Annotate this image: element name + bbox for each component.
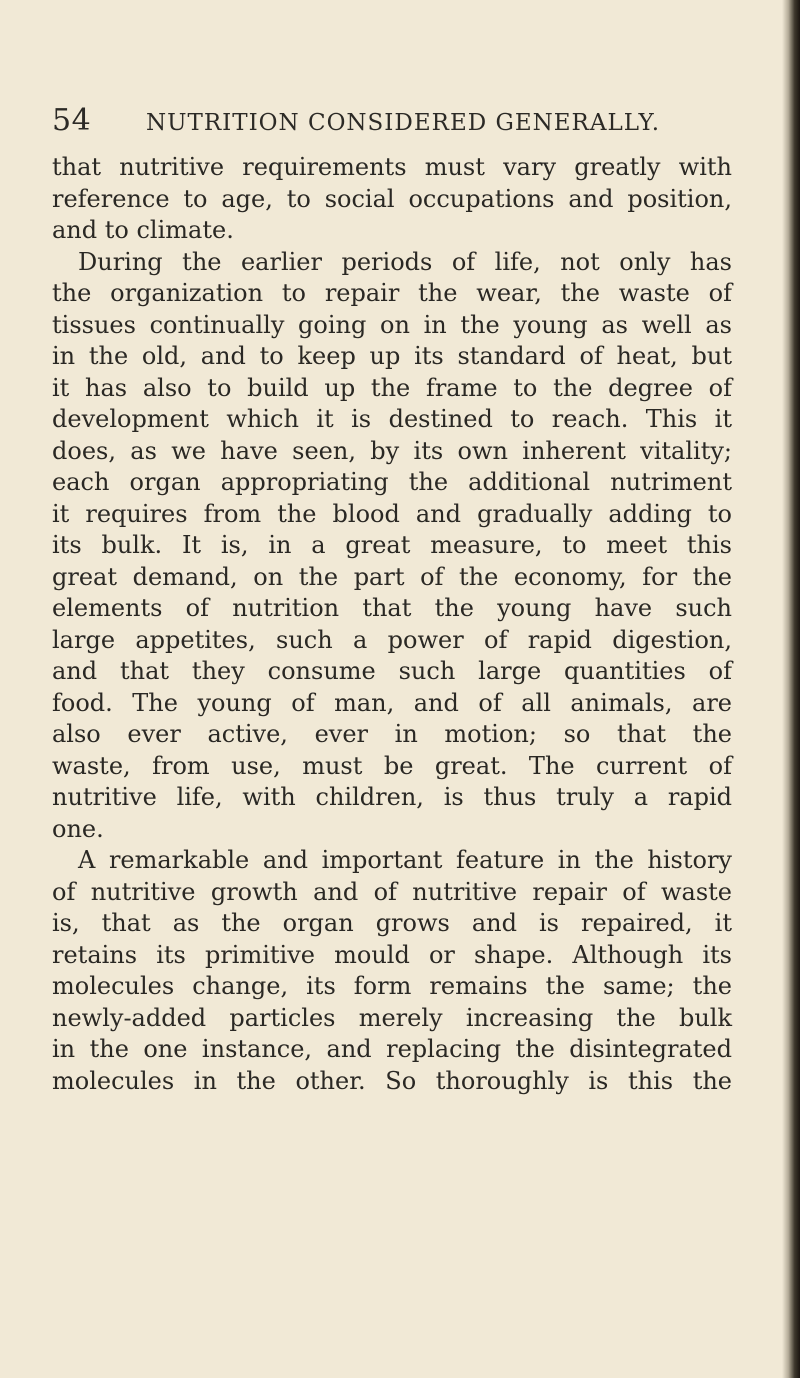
text-line: large appetites, such a power of rapid digestion, (52, 625, 732, 654)
text-line: also ever active, ever in motion; so that the (52, 720, 732, 748)
text-line: newly-added particles merely increasing the bulk (52, 1003, 732, 1032)
text-line: waste, from use, must be great. The current of (52, 751, 732, 780)
text-line: reference to age, to social occupations and position, (52, 184, 732, 213)
text-line: is, that as the organ grows and is repaired, it (52, 909, 732, 937)
text-line: elements of nutrition that the young have such (52, 594, 732, 622)
page-number: 54 (52, 103, 92, 138)
text-line: one. (52, 814, 104, 843)
body-text (52, 152, 732, 1097)
text-line: and to climate. (52, 216, 234, 244)
text-line: tissues continually going on in the young as well as (52, 310, 732, 339)
text-line: it requires from the blood and gradually adding to (52, 499, 732, 528)
text-line: nutritive life, with children, is thus truly a rapid (52, 783, 732, 811)
text-line: in the one instance, and replacing the disintegrated (52, 1035, 732, 1063)
text-line: the organization to repair the wear, the waste of (52, 279, 732, 307)
text-line: and that they consume such large quantities of (52, 657, 732, 685)
text-line: in the old, and to keep up its standard of heat, but (52, 342, 732, 370)
running-head: NUTRITION CONSIDERED GENERALLY. (146, 110, 661, 136)
text-line: great demand, on the part of the economy, for the (52, 562, 732, 591)
text-line: that nutritive requirements must vary greatly with (52, 153, 732, 181)
text-line: molecules in the other. So thoroughly is this the (52, 1066, 732, 1095)
text-line: development which it is destined to reach. This it (52, 405, 732, 433)
text-line: During the earlier periods of life, not only has (78, 247, 732, 276)
text-line: does, as we have seen, by its own inherent vitality; (52, 436, 732, 465)
text-line: each organ appropriating the additional nutriment (52, 468, 732, 496)
text-line: A remarkable and important feature in the history (78, 846, 732, 874)
text-line: of nutritive growth and of nutritive repair of waste (52, 877, 732, 906)
text-line: retains its primitive mould or shape. Although its (52, 940, 732, 969)
page-header (52, 103, 712, 143)
text-line: molecules change, its form remains the same; the (52, 972, 732, 1000)
page-edge-shadow (782, 0, 800, 1378)
text-line: food. The young of man, and of all animals, are (52, 688, 732, 717)
text-line: it has also to build up the frame to the degree of (52, 373, 732, 402)
text-line: its bulk. It is, in a great measure, to meet this (52, 531, 732, 559)
